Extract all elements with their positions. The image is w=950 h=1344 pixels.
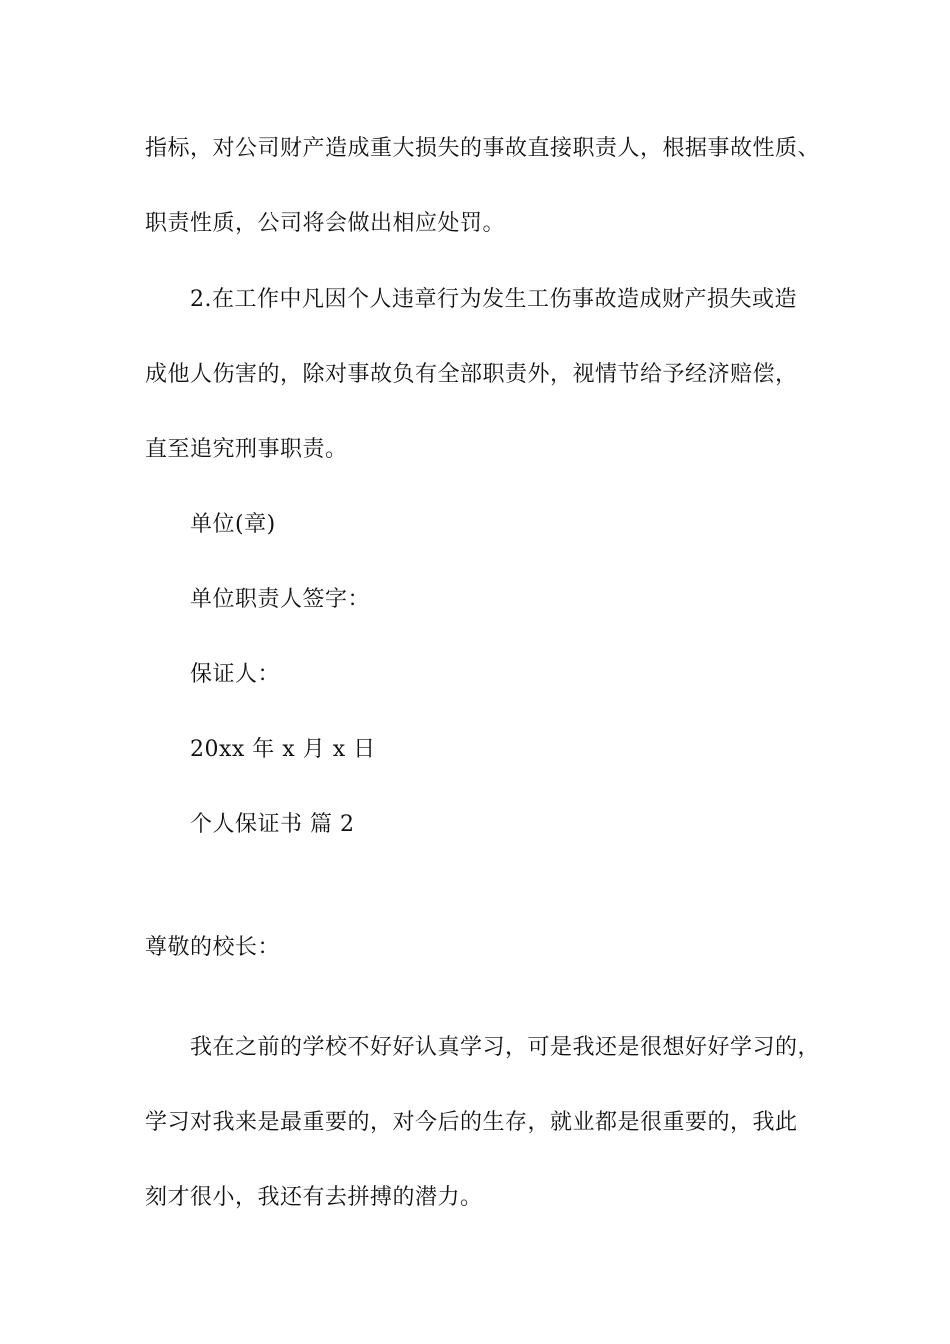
- paragraph-line: 2.在工作中凡因个人违章行为发生工伤事故造成财产损失或造: [190, 287, 797, 312]
- paragraph-line: 直至追究刑事职责。: [145, 437, 348, 462]
- paragraph-line: 职责性质，公司将会做出相应处罚。: [145, 211, 506, 236]
- guarantor-label: 保证人：: [190, 662, 281, 687]
- section-heading: 个人保证书 篇 2: [190, 812, 355, 837]
- paragraph-line: 成他人伤害的，除对事故负有全部职责外，视情节给予经济赔偿，: [145, 362, 798, 387]
- date-line: 20xx 年 x 月 x 日: [190, 737, 376, 762]
- paragraph-line: 学习对我来是最重要的，对今后的生存，就业都是很重要的，我此: [145, 1110, 798, 1135]
- paragraph-line: 我在之前的学校不好好认真学习，可是我还是很想好好学习的，: [190, 1035, 821, 1060]
- paragraph-line: 指标，对公司财产造成重大损失的事故直接职责人，根据事故性质、: [145, 136, 821, 161]
- unit-signature-label: 单位职责人签字：: [190, 587, 371, 612]
- paragraph-line: 刻才很小，我还有去拼搏的潜力。: [145, 1185, 483, 1210]
- salutation: 尊敬的校长：: [145, 935, 281, 960]
- unit-seal-label: 单位(章): [190, 512, 276, 537]
